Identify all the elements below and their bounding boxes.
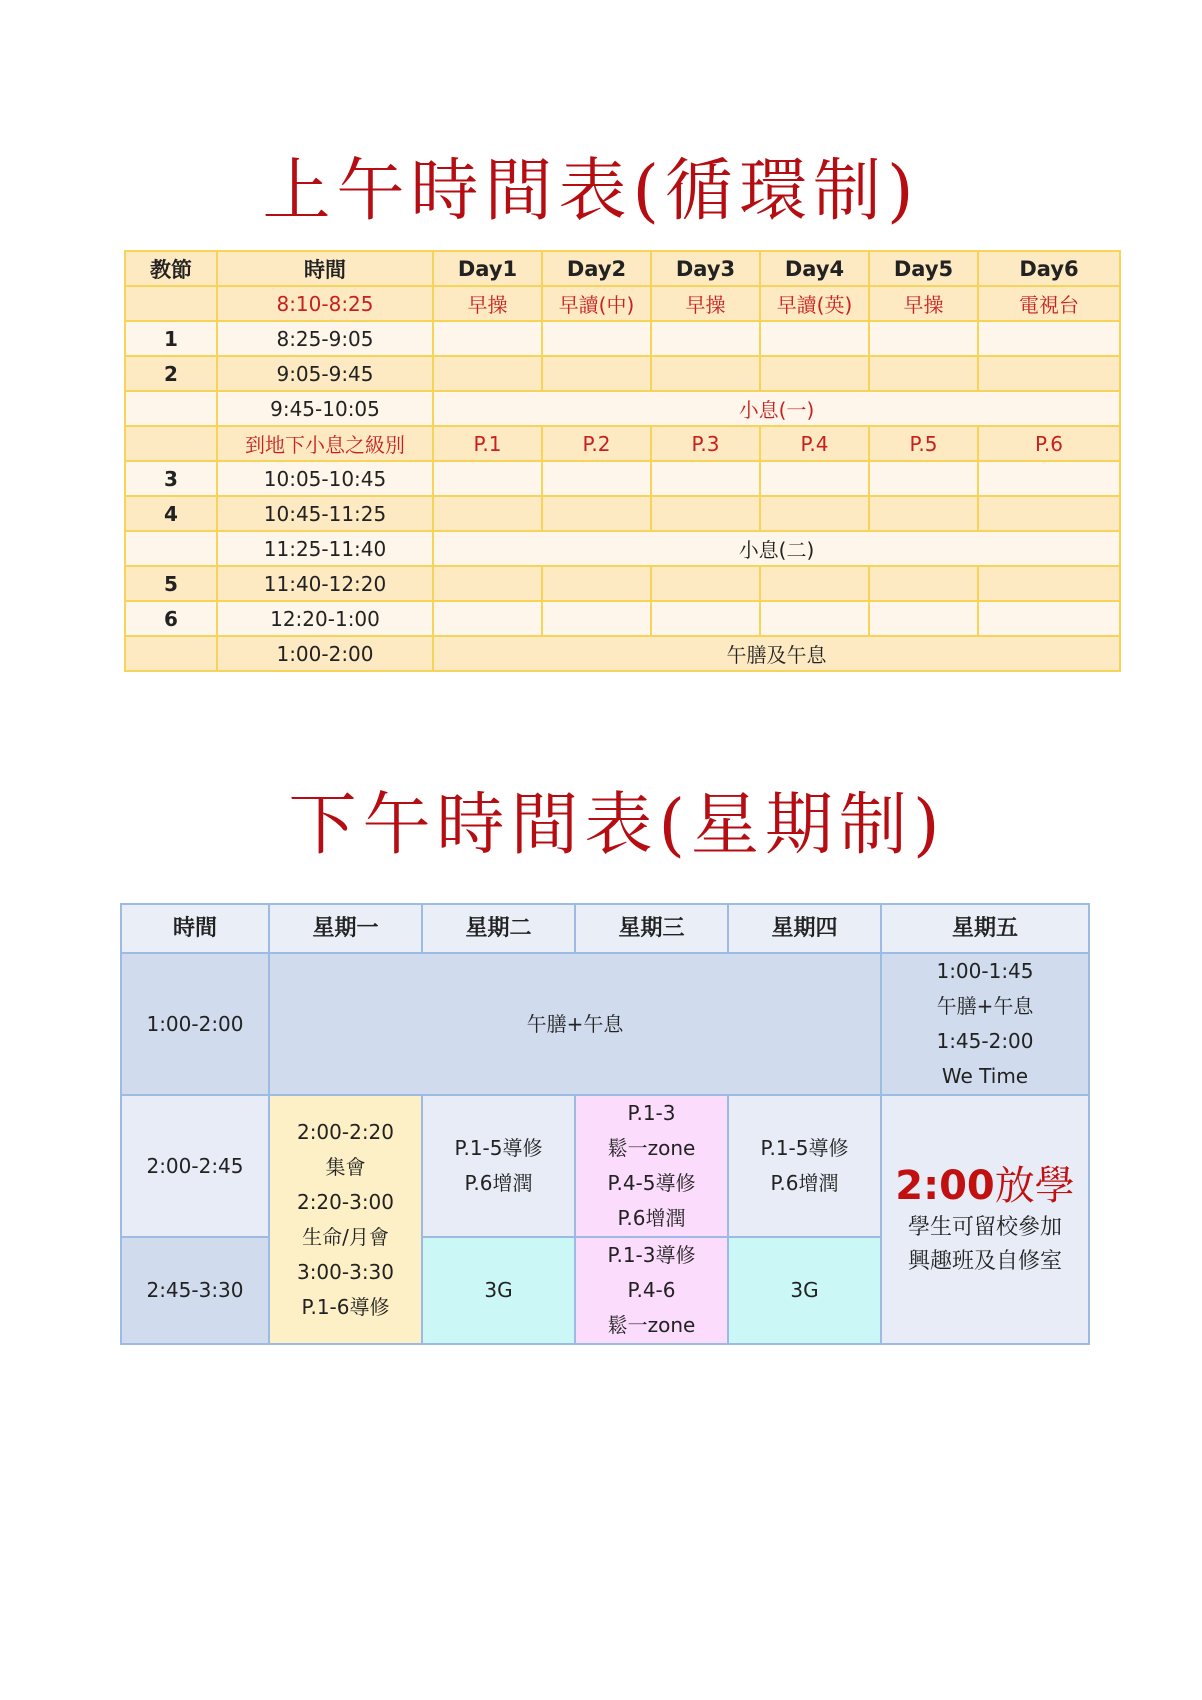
header-day4: Day4 [760,251,869,286]
level-cell: P.6 [978,426,1120,461]
morning-timetable-title: 上午時間表(循環制) [262,152,920,231]
level-cell: P.3 [651,426,760,461]
header-friday: 星期五 [881,904,1089,953]
tuesday-cell: 3G [422,1237,575,1344]
morning-timetable [124,250,1121,672]
wednesday-cell: P.1-3 鬆一zone P.4-5導修 P.6增潤 [575,1095,728,1237]
break-label: 小息(一) [433,391,1120,426]
header-wednesday: 星期三 [575,904,728,953]
time-cell: 8:10-8:25 [217,286,433,321]
header-period: 教節 [125,251,217,286]
period-number: 2 [125,356,217,391]
break-levels-label: 到地下小息之級別 [217,426,433,461]
lunch-label: 午膳及午息 [433,636,1120,671]
table-row [125,286,1120,321]
activity-cell: 早操 [869,286,978,321]
activity-cell: 早操 [651,286,760,321]
table-row [125,356,1120,391]
time-cell: 10:45-11:25 [217,496,433,531]
period-number: 5 [125,566,217,601]
period-number: 6 [125,601,217,636]
table-row [125,461,1120,496]
time-cell: 1:00-2:00 [217,636,433,671]
header-time: 時間 [121,904,269,953]
time-cell: 11:25-11:40 [217,531,433,566]
header-day6: Day6 [978,251,1120,286]
table-row [125,601,1120,636]
activity-cell: 早讀(英) [760,286,869,321]
table-header-row [125,251,1120,286]
header-time: 時間 [217,251,433,286]
header-day2: Day2 [542,251,651,286]
lunch-label: 午膳+午息 [269,953,881,1095]
thursday-cell: P.1-5導修 P.6增潤 [728,1095,881,1237]
table-row [121,953,1089,1095]
time-cell: 12:20-1:00 [217,601,433,636]
thursday-cell: 3G [728,1237,881,1344]
period-number: 3 [125,461,217,496]
table-row [125,636,1120,671]
time-cell: 10:05-10:45 [217,461,433,496]
time-cell: 9:05-9:45 [217,356,433,391]
activity-cell: 電視台 [978,286,1120,321]
table-header-row [121,904,1089,953]
header-tuesday: 星期二 [422,904,575,953]
table-row [125,531,1120,566]
break-label: 小息(二) [433,531,1120,566]
friday-release-cell: 2:00放學 學生可留校參加 興趣班及自修室 [881,1095,1089,1344]
time-cell: 1:00-2:00 [121,953,269,1095]
table-row [125,566,1120,601]
header-day5: Day5 [869,251,978,286]
table-row [125,391,1120,426]
table-row [125,321,1120,356]
header-monday: 星期一 [269,904,422,953]
monday-cell: 2:00-2:20 集會 2:20-3:00 生命/月會 3:00-3:30 P.1-6導修 [269,1095,422,1344]
wednesday-cell: P.1-3導修 P.4-6 鬆一zone [575,1237,728,1344]
tuesday-cell: P.1-5導修 P.6增潤 [422,1095,575,1237]
header-day3: Day3 [651,251,760,286]
header-day1: Day1 [433,251,542,286]
level-cell: P.2 [542,426,651,461]
time-cell: 2:45-3:30 [121,1237,269,1344]
time-cell: 9:45-10:05 [217,391,433,426]
table-row [125,496,1120,531]
table-row [121,1095,1089,1237]
level-cell: P.4 [760,426,869,461]
afternoon-timetable-title: 下午時間表(星期制) [288,786,946,865]
time-cell: 2:00-2:45 [121,1095,269,1237]
friday-lunch-cell: 1:00-1:45 午膳+午息 1:45-2:00 We Time [881,953,1089,1095]
time-cell: 8:25-9:05 [217,321,433,356]
period-number: 1 [125,321,217,356]
table-row [125,426,1120,461]
level-cell: P.5 [869,426,978,461]
period-number: 4 [125,496,217,531]
release-time: 2:00放學 [895,1162,1075,1209]
activity-cell: 早操 [433,286,542,321]
activity-cell: 早讀(中) [542,286,651,321]
afternoon-timetable [120,903,1090,1345]
level-cell: P.1 [433,426,542,461]
time-cell: 11:40-12:20 [217,566,433,601]
header-thursday: 星期四 [728,904,881,953]
